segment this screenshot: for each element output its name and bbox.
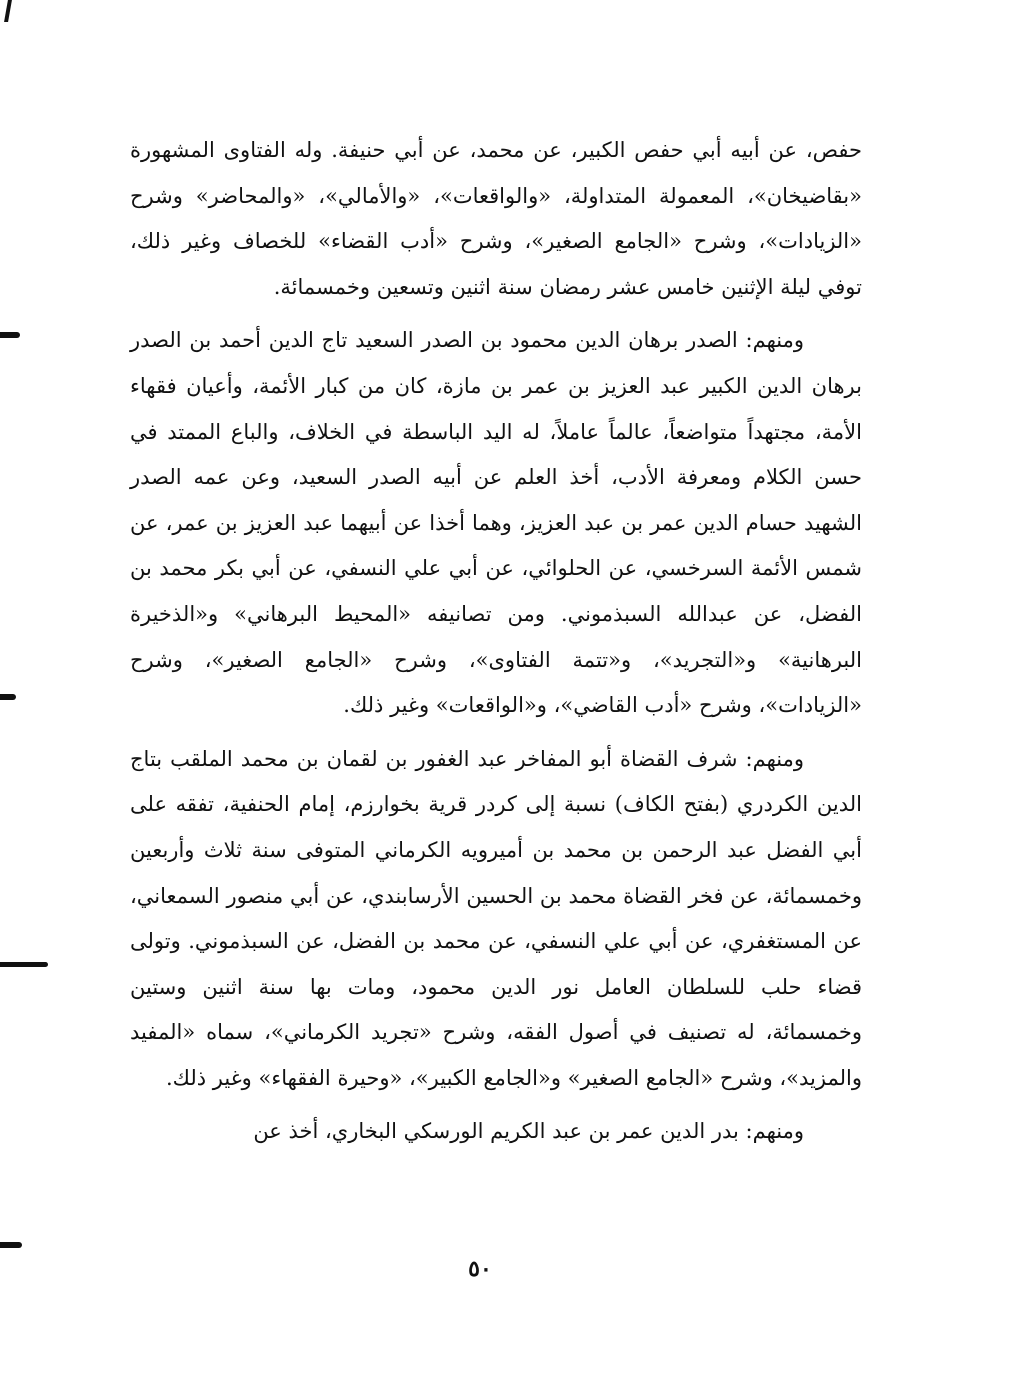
- scan-edge-mark: [0, 332, 20, 338]
- scan-edge-mark: [0, 962, 48, 967]
- scan-edge-mark: [0, 694, 16, 700]
- scan-corner-mark: [4, 0, 12, 22]
- paragraph-burhan-al-din: ومنهم: الصدر برهان الدين محمود بن الصدر السعيد تاج الدين أحمد بن الصدر برهان الدين الكبير عبد العزيز بن عمر بن مازة، كان من كبار الأئمة، وأعيان فقهاء الأمة، مجتهداً متواضعاً، عالماً عاملاً، له اليد الباسطة في الخلاف، والباع الممتد في حسن الكلام ومعرفة الأدب، أخذ العلم عن أبيه الصدر السعيد، وعن عمه الصدر الشهيد حسام الدين عمر بن عبد العزيز، وهما أخذا عن أبيهما عبد العزيز بن عمر، عن شمس الأئمة السرخسي، عن الحلوائي، عن أبي علي النسفي، عن أبي بكر محمد بن الفضل، عن عبدالله السبذموني. ومن تصانيفه «المحيط البرهاني» و«الذخيرة البرهانية» و«التجريد»، و«تتمة الفتاوى»، وشرح «الجامع الصغير»، وشرح «الزيادات»، وشرح «أدب القاضي»، و«الواقعات» وغير ذلك.: [130, 328, 862, 718]
- paragraph-sharaf-al-qudat: ومنهم: شرف القضاة أبو المفاخر عبد الغفور بن لقمان بن محمد الملقب بتاج الدين الكردري (بفتح الكاف) نسبة إلى كردر قرية بخوارزم، إمام الحنفية، تفقه على أبي الفضل عبد الرحمن بن محمد بن أميرويه الكرماني المتوفى سنة ثلاث وأربعين وخمسمائة، عن فخر القضاة محمد بن الحسين الأرسابندي، عن أبي منصور السمعاني، عن المستغفري، عن أبي علي النسفي، عن محمد بن الفضل، عن السبذموني. وتولى قضاء حلب للسلطان العامل نور الدين محمود، ومات بها سنة اثنين وستين وخمسمائة، له تصنيف في أصول الفقه، وشرح «تجريد الكرماني»، سماه «المفيد والمزيد»، وشرح «الجامع الصغير» و«الجامع الكبير»، «وحيرة الفقهاء» وغير ذلك.: [130, 746, 862, 1090]
- scan-edge-mark: [0, 1242, 22, 1248]
- page-body-text: [130, 128, 862, 1163]
- paragraph-badr-al-din: ومنهم: بدر الدين عمر بن عبد الكريم الورسكي البخاري، أخذ عن: [253, 1119, 804, 1144]
- paragraph-continued: حفص، عن أبيه أبي حفص الكبير، عن محمد، عن أبي حنيفة. وله الفتاوى المشهورة «بقاضيخان»، المعمولة المتداولة، «والواقعات»، «والأمالي»، «والمحاضر» وشرح «الزيادات»، وشرح «الجامع الصغير»، وشرح «أدب القضاء» للخصاف وغير ذلك، توفي ليلة الإثنين خامس عشر رمضان سنة اثنين وتسعين وخمسمائة.: [130, 138, 862, 299]
- page-number: ٥٠: [468, 1256, 492, 1282]
